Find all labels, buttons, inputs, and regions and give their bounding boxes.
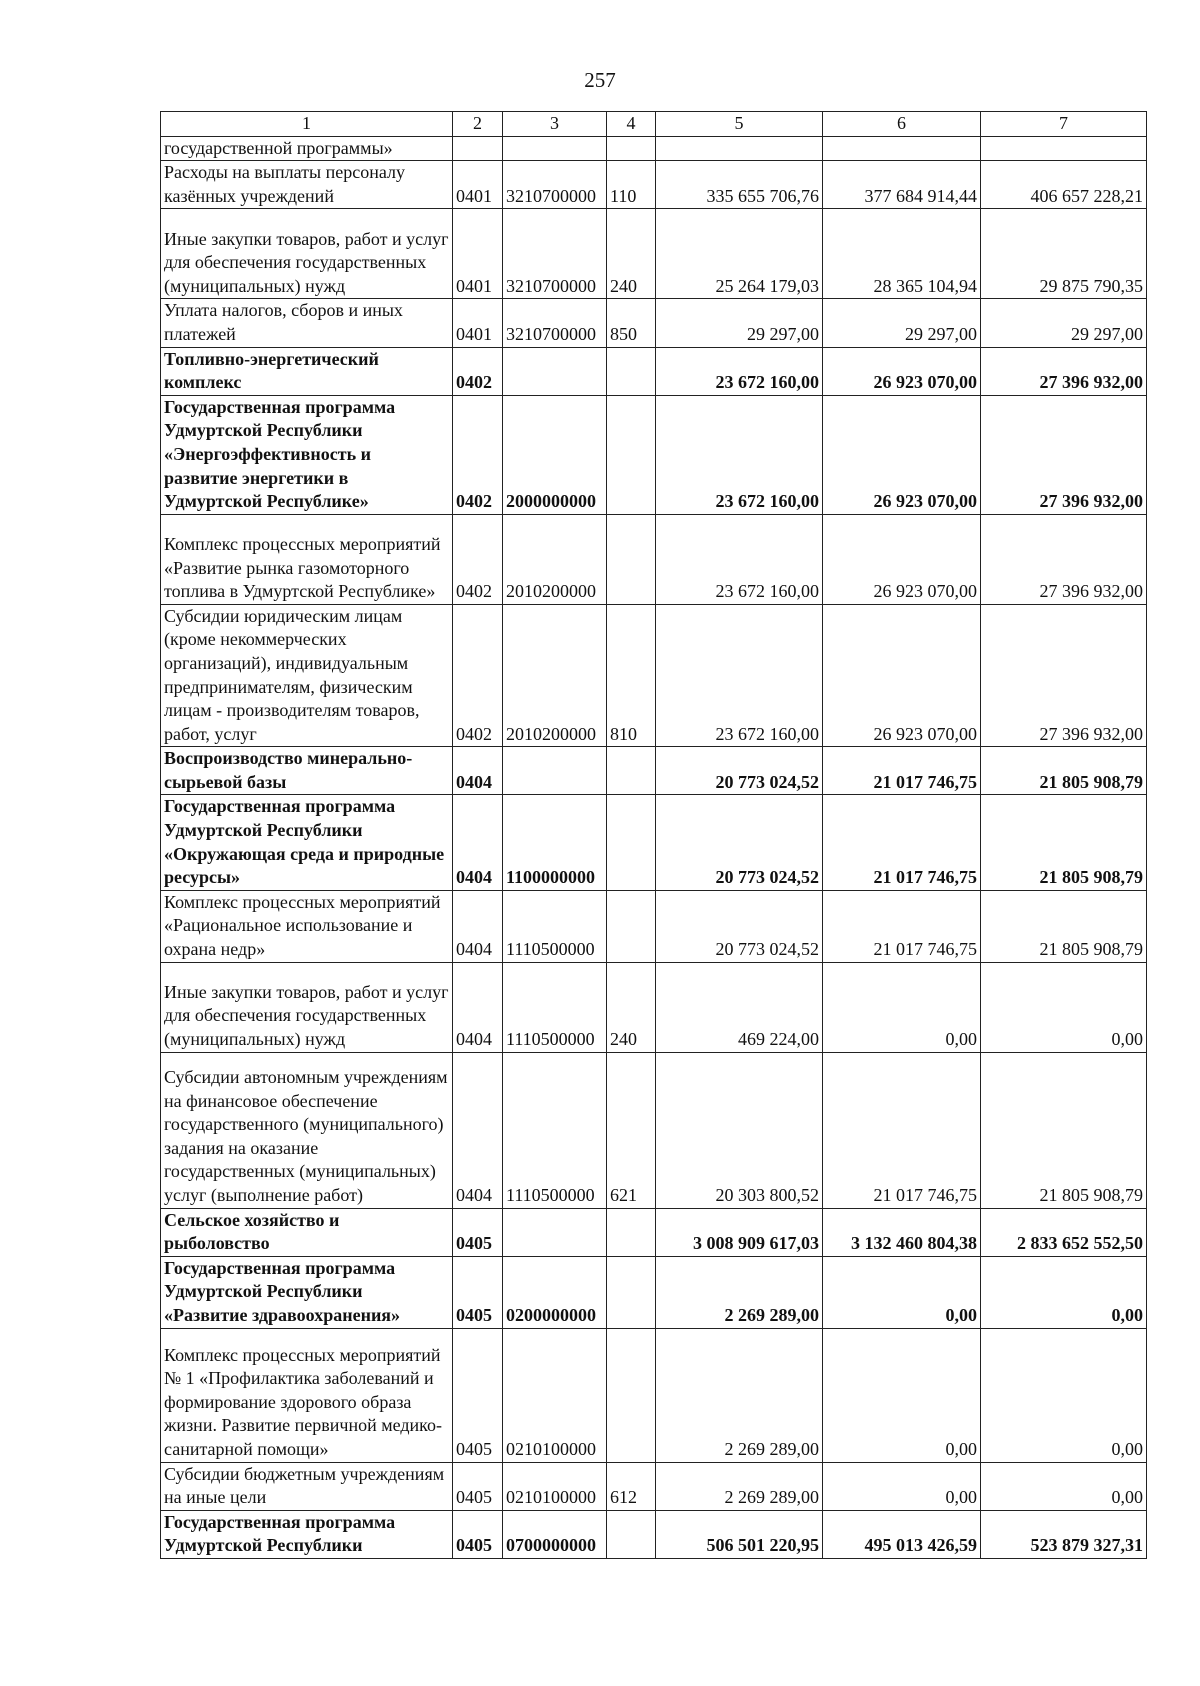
header-cell-5: 5 bbox=[656, 112, 823, 137]
row-name: Субсидии юридическим лицам (кроме некоммерческих организаций), индивидуальным предпринимателям, физическим лицам - производителям товаров, работ, услуг bbox=[161, 604, 453, 747]
row-target-code: 2010200000 bbox=[503, 514, 607, 604]
row-name: Сельское хозяйство и рыболовство bbox=[161, 1208, 453, 1256]
row-expense-type: 240 bbox=[607, 962, 656, 1052]
row-expense-type bbox=[607, 747, 656, 795]
row-name: Субсидии автономным учреждениям на финансовое обеспечение государственного (муниципального) задания на оказание государственных (муниципальных) услуг (выполнение работ) bbox=[161, 1052, 453, 1208]
row-section-code: 0404 bbox=[453, 795, 503, 890]
row-value-col5: 25 264 179,03 bbox=[656, 209, 823, 299]
row-value-col7: 2 833 652 552,50 bbox=[981, 1208, 1147, 1256]
row-target-code: 1100000000 bbox=[503, 795, 607, 890]
row-target-code: 2010200000 bbox=[503, 604, 607, 747]
row-name: Комплекс процессных мероприятий «Развитие рынка газомоторного топлива в Удмуртской Республике» bbox=[161, 514, 453, 604]
row-value-col7: 21 805 908,79 bbox=[981, 795, 1147, 890]
row-value-col7 bbox=[981, 136, 1147, 161]
row-value-col6: 21 017 746,75 bbox=[823, 747, 981, 795]
row-value-col6: 29 297,00 bbox=[823, 299, 981, 347]
row-value-col6: 0,00 bbox=[823, 1462, 981, 1510]
row-name: Комплекс процессных мероприятий «Рациональное использование и охрана недр» bbox=[161, 890, 453, 962]
header-cell-7: 7 bbox=[981, 112, 1147, 137]
row-value-col7: 523 879 327,31 bbox=[981, 1510, 1147, 1558]
row-value-col5: 23 672 160,00 bbox=[656, 514, 823, 604]
table-row bbox=[161, 1256, 1147, 1328]
row-target-code: 1110500000 bbox=[503, 962, 607, 1052]
row-section-code: 0404 bbox=[453, 747, 503, 795]
row-expense-type bbox=[607, 890, 656, 962]
row-value-col5: 2 269 289,00 bbox=[656, 1256, 823, 1328]
table-row bbox=[161, 395, 1147, 514]
row-section-code: 0401 bbox=[453, 299, 503, 347]
row-target-code: 0200000000 bbox=[503, 1256, 607, 1328]
table-row bbox=[161, 1208, 1147, 1256]
row-name: Иные закупки товаров, работ и услуг для обеспечения государственных (муниципальных) нужд bbox=[161, 209, 453, 299]
row-value-col6: 21 017 746,75 bbox=[823, 1052, 981, 1208]
header-cell-3: 3 bbox=[503, 112, 607, 137]
row-section-code: 0405 bbox=[453, 1328, 503, 1462]
row-value-col7: 27 396 932,00 bbox=[981, 395, 1147, 514]
row-value-col6: 28 365 104,94 bbox=[823, 209, 981, 299]
row-section-code: 0405 bbox=[453, 1256, 503, 1328]
row-value-col5: 2 269 289,00 bbox=[656, 1328, 823, 1462]
row-target-code: 1110500000 bbox=[503, 1052, 607, 1208]
row-value-col5: 20 303 800,52 bbox=[656, 1052, 823, 1208]
row-value-col6 bbox=[823, 136, 981, 161]
row-expense-type: 621 bbox=[607, 1052, 656, 1208]
row-value-col5: 23 672 160,00 bbox=[656, 395, 823, 514]
row-expense-type bbox=[607, 1208, 656, 1256]
row-expense-type bbox=[607, 1510, 656, 1558]
row-value-col5: 335 655 706,76 bbox=[656, 161, 823, 209]
row-value-col5 bbox=[656, 136, 823, 161]
row-target-code: 0700000000 bbox=[503, 1510, 607, 1558]
row-value-col7: 27 396 932,00 bbox=[981, 514, 1147, 604]
row-target-code: 0210100000 bbox=[503, 1462, 607, 1510]
table-row bbox=[161, 514, 1147, 604]
table-row bbox=[161, 890, 1147, 962]
row-value-col5: 2 269 289,00 bbox=[656, 1462, 823, 1510]
row-expense-type bbox=[607, 395, 656, 514]
row-value-col7: 29 875 790,35 bbox=[981, 209, 1147, 299]
row-value-col7: 21 805 908,79 bbox=[981, 747, 1147, 795]
row-section-code: 0402 bbox=[453, 395, 503, 514]
row-target-code bbox=[503, 747, 607, 795]
row-value-col7: 0,00 bbox=[981, 1328, 1147, 1462]
row-value-col7: 0,00 bbox=[981, 1256, 1147, 1328]
row-expense-type: 110 bbox=[607, 161, 656, 209]
row-expense-type bbox=[607, 1328, 656, 1462]
row-value-col7: 27 396 932,00 bbox=[981, 347, 1147, 395]
row-value-col5: 20 773 024,52 bbox=[656, 890, 823, 962]
row-target-code bbox=[503, 347, 607, 395]
row-expense-type bbox=[607, 1256, 656, 1328]
row-section-code bbox=[453, 136, 503, 161]
row-name: Иные закупки товаров, работ и услуг для обеспечения государственных (муниципальных) нужд bbox=[161, 962, 453, 1052]
row-target-code: 3210700000 bbox=[503, 299, 607, 347]
row-value-col6: 26 923 070,00 bbox=[823, 604, 981, 747]
row-value-col5: 29 297,00 bbox=[656, 299, 823, 347]
table-row bbox=[161, 1462, 1147, 1510]
row-target-code: 3210700000 bbox=[503, 161, 607, 209]
row-expense-type: 612 bbox=[607, 1462, 656, 1510]
row-name: Комплекс процессных мероприятий № 1 «Профилактика заболеваний и формирование здорового образа жизни. Развитие первичной медико-санитарной помощи» bbox=[161, 1328, 453, 1462]
row-section-code: 0404 bbox=[453, 962, 503, 1052]
row-target-code bbox=[503, 1208, 607, 1256]
row-value-col5: 3 008 909 617,03 bbox=[656, 1208, 823, 1256]
page-number: 257 bbox=[584, 68, 616, 92]
row-value-col6: 21 017 746,75 bbox=[823, 890, 981, 962]
row-section-code: 0402 bbox=[453, 514, 503, 604]
header-cell-6: 6 bbox=[823, 112, 981, 137]
table-row bbox=[161, 1328, 1147, 1462]
row-value-col7: 0,00 bbox=[981, 1462, 1147, 1510]
table-row bbox=[161, 161, 1147, 209]
row-value-col7: 406 657 228,21 bbox=[981, 161, 1147, 209]
row-value-col6: 26 923 070,00 bbox=[823, 395, 981, 514]
row-section-code: 0402 bbox=[453, 604, 503, 747]
table-row bbox=[161, 1052, 1147, 1208]
row-section-code: 0404 bbox=[453, 1052, 503, 1208]
table-row bbox=[161, 747, 1147, 795]
row-name: Государственная программа Удмуртской Республики «Энергоэффективность и развитие энергетики в Удмуртской Республике» bbox=[161, 395, 453, 514]
row-expense-type bbox=[607, 347, 656, 395]
row-value-col7: 27 396 932,00 bbox=[981, 604, 1147, 747]
row-value-col6: 21 017 746,75 bbox=[823, 795, 981, 890]
row-value-col6: 377 684 914,44 bbox=[823, 161, 981, 209]
table-row bbox=[161, 604, 1147, 747]
row-target-code: 2000000000 bbox=[503, 395, 607, 514]
row-value-col7: 0,00 bbox=[981, 962, 1147, 1052]
row-value-col7: 29 297,00 bbox=[981, 299, 1147, 347]
row-value-col7: 21 805 908,79 bbox=[981, 890, 1147, 962]
row-value-col6: 0,00 bbox=[823, 962, 981, 1052]
row-expense-type bbox=[607, 795, 656, 890]
table-row bbox=[161, 136, 1147, 161]
row-expense-type: 850 bbox=[607, 299, 656, 347]
header-cell-2: 2 bbox=[453, 112, 503, 137]
table-row bbox=[161, 962, 1147, 1052]
row-name: Уплата налогов, сборов и иных платежей bbox=[161, 299, 453, 347]
row-target-code: 1110500000 bbox=[503, 890, 607, 962]
row-target-code bbox=[503, 136, 607, 161]
row-value-col6: 26 923 070,00 bbox=[823, 347, 981, 395]
row-name: Государственная программа Удмуртской Республики «Развитие здравоохранения» bbox=[161, 1256, 453, 1328]
row-name: Государственная программа Удмуртской Республики «Окружающая среда и природные ресурсы» bbox=[161, 795, 453, 890]
row-expense-type: 810 bbox=[607, 604, 656, 747]
row-value-col5: 23 672 160,00 bbox=[656, 604, 823, 747]
budget-table bbox=[160, 111, 1147, 1559]
row-value-col5: 20 773 024,52 bbox=[656, 795, 823, 890]
row-value-col6: 26 923 070,00 bbox=[823, 514, 981, 604]
row-target-code: 3210700000 bbox=[503, 209, 607, 299]
row-value-col6: 0,00 bbox=[823, 1328, 981, 1462]
table-row bbox=[161, 795, 1147, 890]
row-name: государственной программы» bbox=[161, 136, 453, 161]
row-name: Топливно-энергетический комплекс bbox=[161, 347, 453, 395]
row-section-code: 0402 bbox=[453, 347, 503, 395]
row-value-col5: 20 773 024,52 bbox=[656, 747, 823, 795]
row-section-code: 0401 bbox=[453, 161, 503, 209]
row-target-code: 0210100000 bbox=[503, 1328, 607, 1462]
row-section-code: 0401 bbox=[453, 209, 503, 299]
table-row bbox=[161, 299, 1147, 347]
row-value-col5: 506 501 220,95 bbox=[656, 1510, 823, 1558]
header-cell-1: 1 bbox=[161, 112, 453, 137]
row-expense-type: 240 bbox=[607, 209, 656, 299]
header-cell-4: 4 bbox=[607, 112, 656, 137]
row-expense-type bbox=[607, 136, 656, 161]
row-value-col6: 495 013 426,59 bbox=[823, 1510, 981, 1558]
row-name: Воспроизводство минерально-сырьевой базы bbox=[161, 747, 453, 795]
row-section-code: 0404 bbox=[453, 890, 503, 962]
header-row bbox=[161, 112, 1147, 137]
row-value-col5: 469 224,00 bbox=[656, 962, 823, 1052]
table-row bbox=[161, 209, 1147, 299]
row-value-col6: 3 132 460 804,38 bbox=[823, 1208, 981, 1256]
row-expense-type bbox=[607, 514, 656, 604]
row-name: Субсидии бюджетным учреждениям на иные цели bbox=[161, 1462, 453, 1510]
row-section-code: 0405 bbox=[453, 1462, 503, 1510]
row-value-col7: 21 805 908,79 bbox=[981, 1052, 1147, 1208]
row-value-col5: 23 672 160,00 bbox=[656, 347, 823, 395]
row-value-col6: 0,00 bbox=[823, 1256, 981, 1328]
row-section-code: 0405 bbox=[453, 1208, 503, 1256]
row-name: Расходы на выплаты персоналу казённых учреждений bbox=[161, 161, 453, 209]
table-row bbox=[161, 347, 1147, 395]
row-section-code: 0405 bbox=[453, 1510, 503, 1558]
row-name: Государственная программа Удмуртской Республики bbox=[161, 1510, 453, 1558]
table-row bbox=[161, 1510, 1147, 1558]
